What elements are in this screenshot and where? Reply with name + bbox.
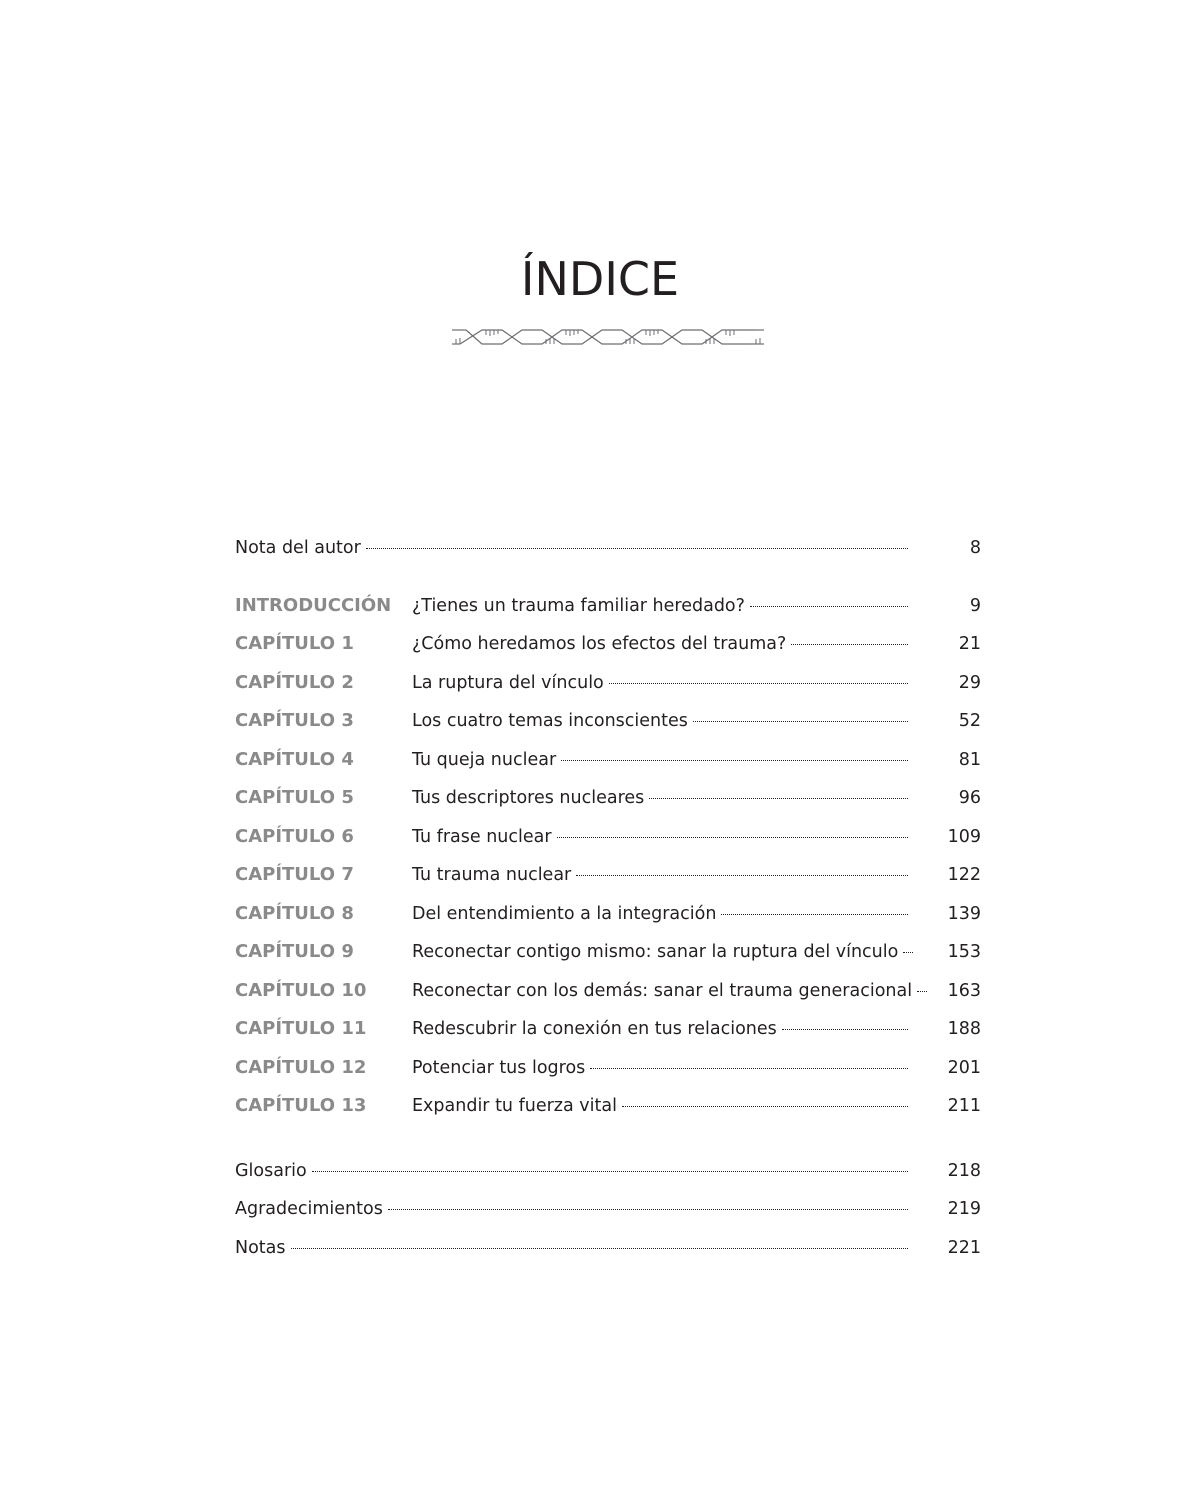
toc-page-number: 96	[958, 788, 981, 808]
toc-page-number: 122	[947, 865, 981, 885]
toc-page-number: 219	[947, 1199, 981, 1219]
dot-leader	[576, 874, 908, 876]
dot-leader	[557, 836, 908, 838]
dot-leader	[312, 1170, 908, 1172]
toc-page-number: 21	[958, 634, 981, 654]
toc-page-number: 9	[969, 596, 981, 616]
toc-page-number: 29	[958, 673, 981, 693]
toc-page-number: 109	[947, 827, 981, 847]
toc-entry-notas[interactable]	[235, 1233, 981, 1263]
chapter-label: CAPÍTULO 2	[235, 672, 354, 693]
toc-page-number: 211	[947, 1096, 981, 1116]
toc-page-number: 8	[969, 538, 981, 558]
toc-entry-title: Tus descriptores nucleares	[412, 788, 645, 808]
dot-leader	[903, 951, 913, 953]
toc-entry-title: ¿Tienes un trauma familiar heredado?	[412, 596, 745, 616]
toc-entry-title: Potenciar tus logros	[412, 1058, 586, 1078]
chapter-label: CAPÍTULO 11	[235, 1018, 367, 1039]
toc-entry-title: Expandir tu fuerza vital	[412, 1096, 617, 1116]
toc-entry-title: Reconectar contigo mismo: sanar la ruptura del vínculo	[412, 942, 899, 962]
dot-leader	[561, 759, 908, 761]
toc-entry-title: Reconectar con los demás: sanar el trauma generacional	[412, 981, 913, 1001]
toc-entry-capitulo-3[interactable]	[235, 706, 981, 736]
dot-leader	[366, 547, 908, 549]
toc-entry-capitulo-12[interactable]	[235, 1053, 981, 1083]
toc-page-number: 139	[947, 904, 981, 924]
dot-leader	[649, 797, 908, 799]
toc-entry-title: Tu trauma nuclear	[412, 865, 572, 885]
dna-ornament-icon	[452, 322, 764, 352]
toc-page-number: 52	[958, 711, 981, 731]
dot-leader	[291, 1247, 908, 1249]
chapter-label: CAPÍTULO 12	[235, 1057, 367, 1078]
toc-entry-capitulo-5[interactable]	[235, 783, 981, 813]
chapter-label: CAPÍTULO 7	[235, 864, 354, 885]
toc-entry-capitulo-8[interactable]	[235, 899, 981, 929]
toc-entry-title: Tu frase nuclear	[412, 827, 552, 847]
dot-leader	[750, 605, 908, 607]
toc-entry-capitulo-7[interactable]	[235, 860, 981, 890]
toc-entry-title: Notas	[235, 1238, 286, 1258]
toc-entry-capitulo-6[interactable]	[235, 822, 981, 852]
dot-leader	[388, 1208, 908, 1210]
chapter-label: INTRODUCCIÓN	[235, 595, 392, 616]
toc-entry-capitulo-13[interactable]	[235, 1091, 981, 1121]
toc-entry-introduccion[interactable]	[235, 591, 981, 621]
toc-entry-capitulo-9[interactable]	[235, 937, 981, 967]
toc-page-number: 221	[947, 1238, 981, 1258]
toc-page-number: 201	[947, 1058, 981, 1078]
toc-entry-title: ¿Cómo heredamos los efectos del trauma?	[412, 634, 787, 654]
dot-leader	[622, 1105, 908, 1107]
toc-page-number: 218	[947, 1161, 981, 1181]
dot-leader	[693, 720, 908, 722]
chapter-label: CAPÍTULO 8	[235, 903, 354, 924]
toc-page-number: 81	[958, 750, 981, 770]
chapter-label: CAPÍTULO 3	[235, 710, 354, 731]
toc-page-number: 153	[947, 942, 981, 962]
toc-entry-capitulo-2[interactable]	[235, 668, 981, 698]
toc-entry-agradecimientos[interactable]	[235, 1194, 981, 1224]
toc-entry-title: Tu queja nuclear	[412, 750, 557, 770]
chapter-label: CAPÍTULO 6	[235, 826, 354, 847]
dot-leader	[609, 682, 908, 684]
dot-leader	[590, 1067, 908, 1069]
toc-page-number: 163	[947, 981, 981, 1001]
toc-entry-title: Redescubrir la conexión en tus relaciones	[412, 1019, 777, 1039]
chapter-label: CAPÍTULO 1	[235, 633, 354, 654]
chapter-label: CAPÍTULO 9	[235, 941, 354, 962]
toc-entry-title: Los cuatro temas inconscientes	[412, 711, 688, 731]
toc-entry-title: Glosario	[235, 1161, 307, 1181]
dot-leader	[782, 1028, 908, 1030]
toc-entry-nota-del-autor[interactable]	[235, 533, 981, 563]
toc-entry-title: Nota del autor	[235, 538, 361, 558]
page-title: ÍNDICE	[520, 252, 680, 306]
chapter-label: CAPÍTULO 13	[235, 1095, 367, 1116]
toc-entry-capitulo-4[interactable]	[235, 745, 981, 775]
toc-entry-capitulo-1[interactable]	[235, 629, 981, 659]
toc-entry-title: Agradecimientos	[235, 1199, 383, 1219]
chapter-label: CAPÍTULO 4	[235, 749, 354, 770]
chapter-label: CAPÍTULO 5	[235, 787, 354, 808]
dot-leader	[791, 643, 908, 645]
toc-entry-title: Del entendimiento a la integración	[412, 904, 717, 924]
toc-entry-title: La ruptura del vínculo	[412, 673, 604, 693]
toc-page-number: 188	[947, 1019, 981, 1039]
toc-entry-capitulo-11[interactable]	[235, 1014, 981, 1044]
dot-leader	[721, 913, 908, 915]
toc-entry-capitulo-10[interactable]	[235, 976, 981, 1006]
toc-entry-glosario[interactable]	[235, 1156, 981, 1186]
chapter-label: CAPÍTULO 10	[235, 980, 367, 1001]
